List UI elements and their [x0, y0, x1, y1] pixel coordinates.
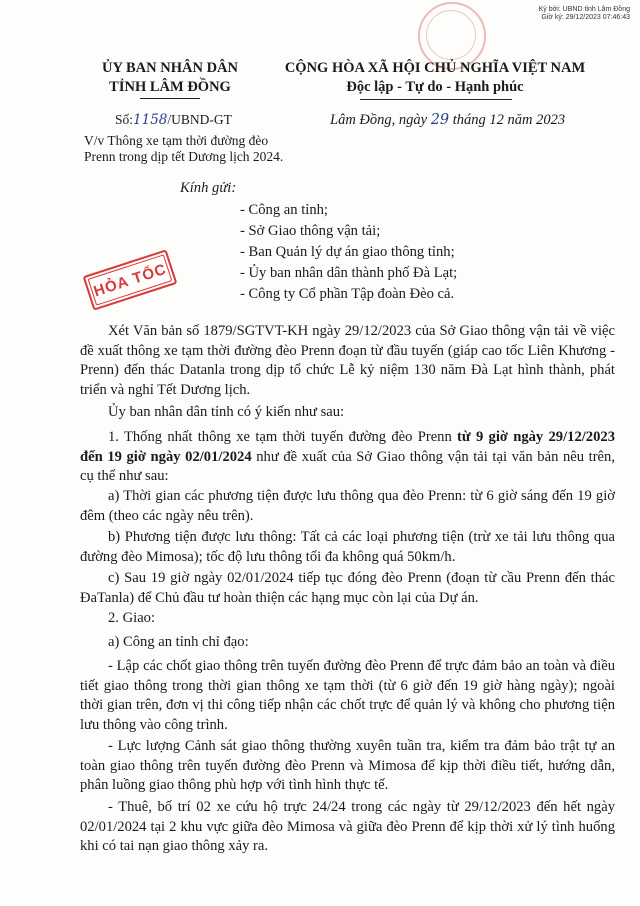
document-date: Lâm Đồng, ngày 29 tháng 12 năm 2023: [330, 112, 566, 128]
paragraph-rescue: - Thuê, bố trí 02 xe cứu hộ trực 24/24 trong các ngày từ 29/12/2023 đến hết ngày 02/01/2024 tại 2 khu vực giữa đèo Mimosa và giữa đèo Prenn để kịp thời xử lý tình huống khi có tai nạn giao thông xảy ra.: [80, 799, 615, 854]
paragraph-item-2a: a) Công an tỉnh chỉ đạo:: [108, 634, 249, 650]
paragraph-opinion: Ủy ban nhân dân tỉnh có ý kiến như sau:: [108, 404, 345, 420]
agency-name: ỦY BAN NHÂN DÂN: [101, 60, 238, 76]
document-number: Số:1158/UBND-GT: [115, 112, 232, 128]
paragraph-item-1: 1. Thống nhất thông xe tạm thời tuyến đường đèo Prenn từ 9 giờ ngày 29/12/2023 đến 19 giờ ngày 02/01/2024 như đề xuất của Sở Giao thông vận tải tại văn bản nêu trên, cụ thể như sau:: [80, 429, 615, 484]
nation-title: CỘNG HÒA XÃ HỘI CHỦ NGHĨA VIỆT NAM: [284, 60, 586, 76]
signature-signer: Ký bởi: UBND tỉnh Lâm Đồng: [538, 6, 630, 13]
handwritten-day: 29: [430, 112, 450, 128]
recipient-item: - Công ty Cổ phần Tập đoàn Đèo cả.: [240, 286, 455, 302]
paragraph-item-1c: c) Sau 19 giờ ngày 02/01/2024 tiếp tục đóng đèo Prenn (đoạn từ cầu Prenn đến thác ĐaTanla) để Chủ đầu tư hoàn thiện các hạng mục còn lại của Dự án.: [80, 570, 615, 606]
recipient-item: - Công an tỉnh;: [240, 202, 328, 218]
paragraph-item-1a: a) Thời gian các phương tiện được lưu thông qua đèo Prenn: từ 6 giờ sáng đến 19 giờ đêm (theo các ngày nêu trên).: [80, 488, 615, 524]
motto-underline: [360, 99, 512, 100]
recipient-item: - Ban Quản lý dự án giao thông tỉnh;: [240, 244, 455, 260]
handwritten-number: 1158: [133, 112, 168, 128]
signature-time: Giờ ký: 29/12/2023 07:46:43: [541, 14, 630, 21]
nation-motto: Độc lập - Tự do - Hạnh phúc: [346, 79, 524, 95]
greeting: Kính gửi:: [180, 180, 237, 196]
recipient-item: - Ủy ban nhân dân thành phố Đà Lạt;: [240, 265, 458, 281]
paragraph-item-2: 2. Giao:: [108, 610, 156, 626]
paragraph-patrol: - Lực lượng Cảnh sát giao thông thường xuyên tuần tra, kiểm tra đảm bảo trật tự an toàn giao thông trên tuyến đường đèo Prenn và Mimosa để kịp thời điều tiết, hướng dẫn, phân luồng giao thông phù hợp với tình hình thực tế.: [80, 738, 615, 793]
subject-line-2: Prenn trong dịp tết Dương lịch 2024.: [84, 149, 284, 164]
paragraph-checkpoints: - Lập các chốt giao thông trên tuyến đường đèo Prenn để trực đảm bảo an toàn và điều tiết giao thông trong thời gian thông xe tạm thời (từ 6 giờ đến 19 giờ hàng ngày); ngoài thời gian trên, đơn vị thi công tiếp nhận các chốt trực để quản lý và không cho phương tiện lưu thông vào công trình.: [80, 658, 615, 733]
urgent-stamp: HỎA TỐC: [83, 249, 178, 310]
agency-underline: [140, 98, 200, 99]
subject-line-1: V/v Thông xe tạm thời đường đèo: [84, 133, 269, 148]
agency-province: TỈNH LÂM ĐỒNG: [109, 79, 231, 95]
recipient-item: - Sở Giao thông vận tải;: [240, 223, 381, 239]
paragraph-item-1b: b) Phương tiện được lưu thông: Tất cả các loại phương tiện (trừ xe tải lưu thông qua đường đèo Mimosa); tốc độ lưu thông tối đa không quá 50km/h.: [80, 529, 615, 565]
paragraph-reference: Xét Văn bản số 1879/SGTVT-KH ngày 29/12/2023 của Sở Giao thông vận tải về việc đề xuất thông xe tạm thời đường đèo Prenn đoạn từ đầu tuyến (giáp cao tốc Liên Khương - Prenn) đến thác Datanla trong dịp tổ chức Lễ kỷ niệm 130 năm Đà Lạt hình thành, phát triển và nghỉ Tết Dương lịch.: [80, 323, 615, 398]
